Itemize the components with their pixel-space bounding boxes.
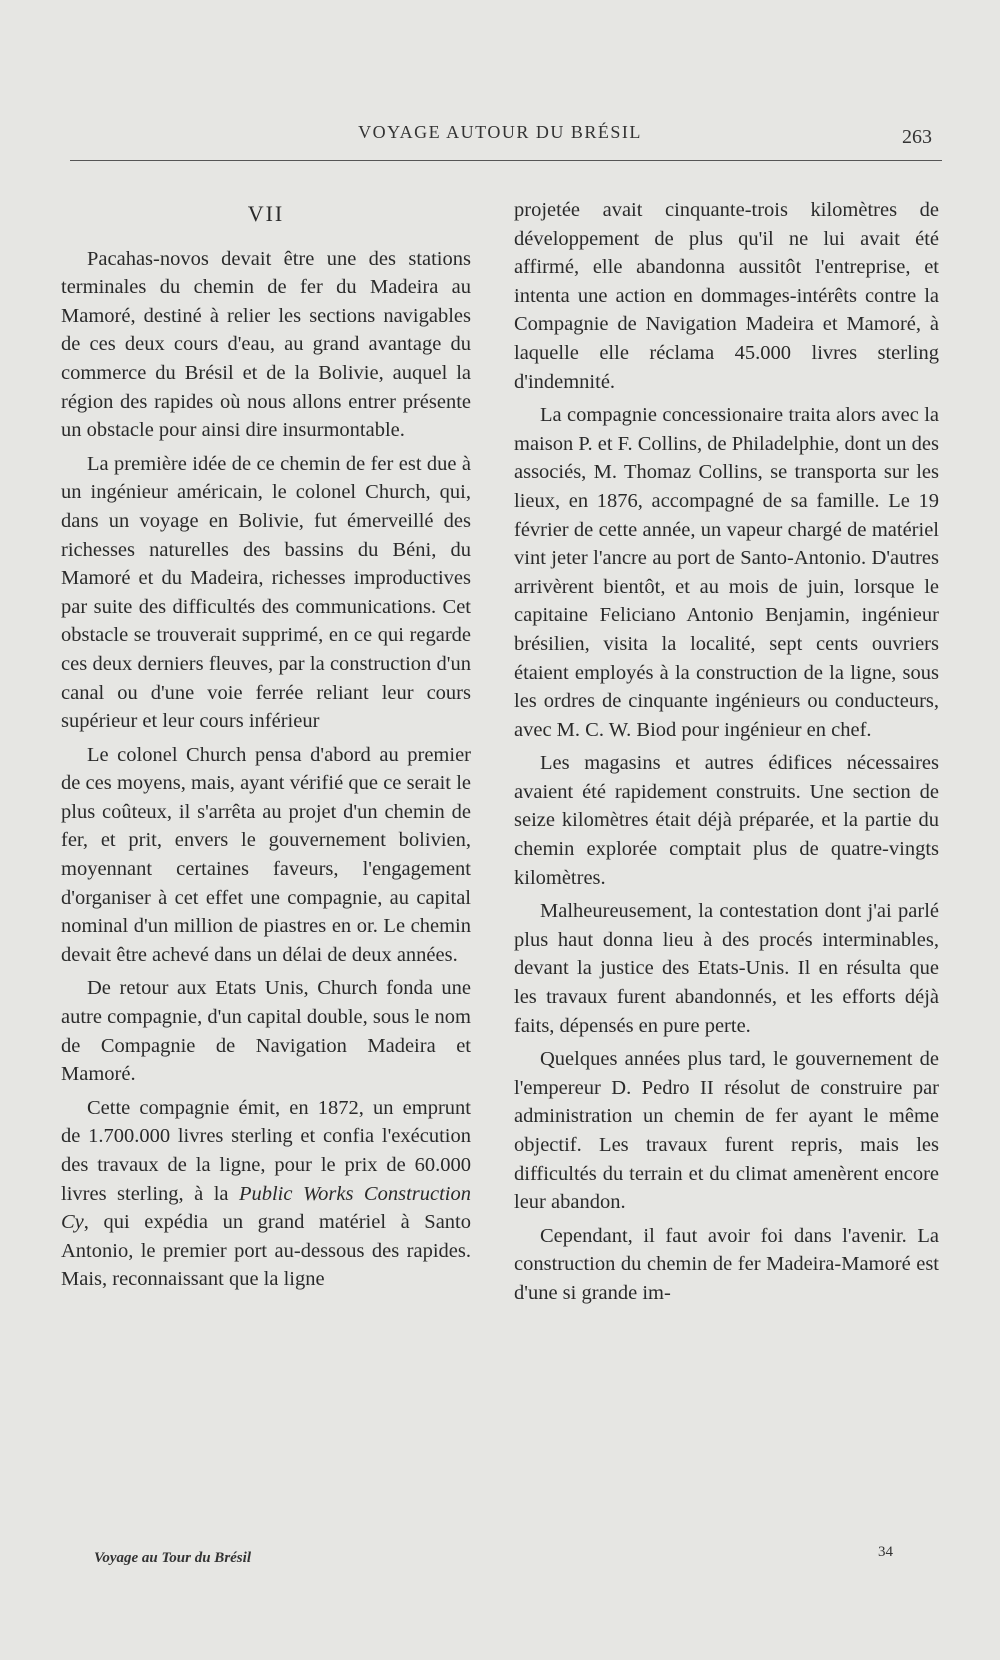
paragraph: Pacahas-novos devait être une des stations terminales du chemin de fer du Madeira au Mamoré, destiné à relier les sections navigables de ces deux cours d'eau, au grand avantage du commerce du Brésil et de la Bolivie, auquel la région des rapides où nous allons entrer présente un obstacle pour ainsi dire insurmontable.: [61, 247, 471, 442]
paragraph: [61, 1094, 471, 1294]
paragraph: Malheureusement, la contestation dont j'ai parlé plus haut donna lieu à des procés interminables, devant la justice des Etats-Unis. Il en résulta que les travaux furent abandonnés, et les efforts déjà faits, dépensés en pure perte.: [514, 900, 939, 1037]
paragraph: Quelques années plus tard, le gouvernement de l'empereur D. Pedro II résolut de construire par administration un chemin de fer ayant le même objectif. Les travaux furent repris, mais les difficultés du terrain et du climat amenèrent encore leur abandon.: [514, 1048, 939, 1214]
page-number: 263: [902, 126, 932, 148]
paragraph-text: Cette compagnie émit, en 1872, un emprunt de 1.700.000 livres sterling et confia l'exécution des travaux de la ligne, pour le prix de 60.000 livres sterling, à la: [61, 1096, 471, 1205]
signature-mark: 34: [878, 1544, 893, 1560]
paragraph: Le colonel Church pensa d'abord au premier de ces moyens, mais, ayant vérifié que ce serait le plus coûteux, il s'arrêta au projet d'un chemin de fer, et prit, envers le gouvernement bolivien, moyennant certaines faveurs, l'engagement d'organiser à cet effet une compagnie, au capital nominal d'un million de piastres en or. Le chemin devait être achevé dans un délai de deux années.: [61, 743, 471, 966]
left-column: [61, 190, 471, 1299]
running-title: VOYAGE AUTOUR DU BRÉSIL: [358, 122, 642, 142]
paragraph-text: , qui expédia un grand matériel à Santo Antonio, le premier port au-dessous des rapides. Mais, reconnaissant que la ligne: [61, 1211, 471, 1291]
section-heading: VII: [247, 201, 285, 226]
company-name-italic: Public Works Construction Cy: [61, 1182, 471, 1234]
header-rule: [70, 160, 942, 161]
right-column: [514, 196, 939, 1313]
paragraph: Les magasins et autres édifices nécessaires avaient été rapidement construits. Une section de seize kilomètres était déjà préparée, et la partie du chemin explorée comptait plus de quatre-vingts kilomètres.: [514, 752, 939, 889]
paragraph: Cependant, il faut avoir foi dans l'avenir. La construction du chemin de fer Madeira-Mamoré est d'une si grande im-: [514, 1224, 939, 1304]
paragraph: La compagnie concessionaire traita alors avec la maison P. et F. Collins, de Philadelphie, dont un des associés, M. Thomaz Collins, se transporta sur les lieux, en 1876, accompagné de sa famille. Le 19 février de cette année, un vapeur chargé de matériel vint jeter l'ancre au port de Santo-Antonio. D'autres arrivèrent bientôt, et au mois de juin, lorsque le capitaine Feliciano Antonio Benjamin, ingénieur brésilien, visita la localité, sept cents ouvriers étaient employés à la construction de la ligne, sous les ordres de cinquante ingénieurs ou conducteurs, avec M. C. W. Biod pour ingénieur en chef.: [514, 404, 939, 741]
footer-book-title: Voyage au Tour du Brésil: [94, 1550, 251, 1566]
paragraph: La première idée de ce chemin de fer est due à un ingénieur américain, le colonel Church, qui, dans un voyage en Bolivie, fut émerveillé des richesses naturelles des bassins du Béni, du Mamoré et du Madeira, richesses improductives par suite des difficultés des communications. Cet obstacle se trouverait supprimé, en ce qui regarde ces deux derniers fleuves, par la construction d'un canal ou d'une voie ferrée reliant leur cours supérieur et leur cours inférieur: [61, 452, 471, 733]
paragraph: De retour aux Etats Unis, Church fonda une autre compagnie, d'un capital double, sous le nom de Compagnie de Navigation Madeira et Mamoré.: [61, 977, 471, 1086]
paragraph: projetée avait cinquante-trois kilomètres de développement de plus qu'il ne lui avait été affirmé, elle abandonna aussitôt l'entreprise, et intenta une action en dommages-intérêts contre la Compagnie de Navigation Madeira et Mamoré, à laquelle elle réclama 45.000 livres sterling d'indemnité.: [514, 199, 939, 393]
